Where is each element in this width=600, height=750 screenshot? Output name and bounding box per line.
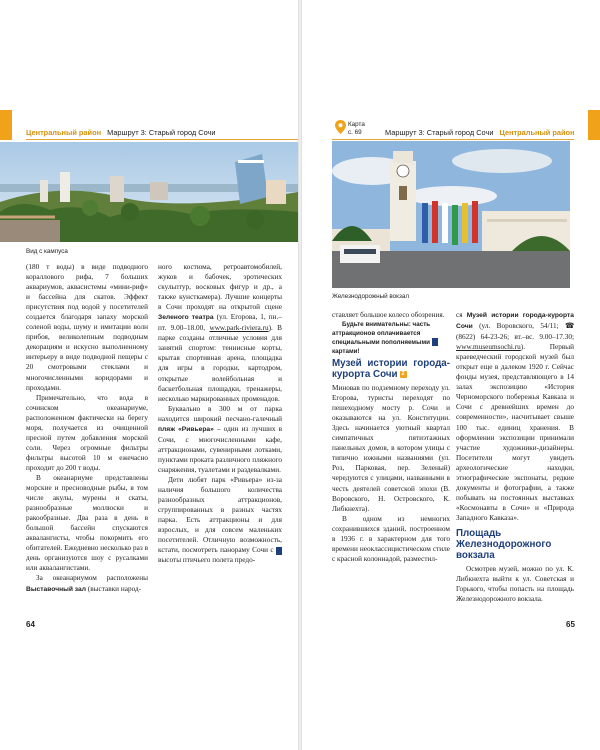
left-page-number: 64: [26, 620, 35, 629]
right-header-district: Центральный район: [499, 128, 575, 137]
text: – один из лучших в Сочи, с многочисленными кафе, аттракционами, сувенирными лотками, пунктами проката различного пляжного снаряжения, туалетами и раздевалками.: [158, 424, 282, 474]
attention-note: [332, 320, 450, 356]
text: ся: [456, 311, 467, 319]
right-page-number: 65: [566, 620, 575, 629]
right-header-rule: [332, 139, 574, 140]
museum-website-link[interactable]: www.museumsochi.ru: [456, 343, 521, 352]
right-color-tab: [588, 110, 600, 140]
museum-heading: [332, 358, 450, 380]
text: За океанариумом расположены: [36, 574, 148, 583]
text: высоты птичьего полета предо-: [158, 556, 256, 565]
left-photo-caption: Вид с кампуса: [26, 248, 68, 255]
right-header-route: Маршрут 3: Старый город Сочи: [385, 128, 494, 137]
text: (ул. Воровского, 54/11;: [472, 322, 565, 331]
warning-icon: !: [432, 338, 438, 346]
text: (ул. Егорова, 1, пн.–пт. 9.00–18.00,: [158, 313, 282, 333]
left-header-route: Маршрут 3: Старый город Сочи: [107, 128, 216, 137]
map-marker-badge: 2: [401, 370, 405, 377]
text: ). В парке созданы отличные условия для занятий спортом: теннисные корты, крытая спортивная арена, площадка для игры в городки, картодром, открытые волейбольная и баскетбольная площадки, тренажеры, несколько маркированных променадов.: [158, 324, 282, 403]
paragraph: В океанариуме представлены морские и пресноводные рыбы, в том числе акулы, мурены и скаты, разнообразные моллюски и ракообразные. Два раза в день в большой бассейн спускаются аквалангисты, чтобы покормить его обитателей. Ежедневно несколько раз в день организуются шоу с русалками или аквалангистами.: [26, 473, 148, 573]
text: (8622) 64-23-26; вт.–вс. 9.00–17.30;: [456, 333, 574, 342]
railway-station-photo: [332, 141, 570, 288]
text: Будьте внимательны: часть аттракционов оплачивается специальными пополняемыми: [332, 321, 432, 347]
paragraph: ставляет большое колесо обозрения.: [332, 311, 445, 319]
text: Буквально в 300 м от парка находится широкий песчано-галечный: [158, 404, 282, 423]
map-pin-icon: [335, 120, 346, 134]
museum-name: Музей истории города-курорта Сочи: [456, 312, 574, 331]
phone-icon: ☎: [564, 322, 574, 331]
text: картами!: [332, 348, 360, 356]
text: ). Первый краеведческий городской музей был открыт еще в далеком 1920 г. Сейчас фонды музея, представляющего в 14 залах экспозицию «История Черноморского побережья Кавказа и Сочи с древнейших времен до современности», насчитывает свыше 100 тыс. единиц хранения. В оформлении экспозиции принимали участие художники-дизайнеры. Посетители могут увидеть археологические находки, этнографические экспонаты, редкие документы и фотографии, а также побывать на постоянных выставках «Космонавты в Сочи» и «Природа Западного Кавказа».: [456, 343, 574, 522]
right-running-header: [385, 128, 575, 137]
text: ного костюма, ретроавтомобилей, жуков и бабочек, эротических скульптур, восковых фигур и др., а также кунсткамера). Лучшие концерты в Сочи проходят на открытой сцене: [158, 263, 282, 312]
paragraph: В одном из немногих сохранившихся зданий, построенном в 1936 г. в характерном для того времени неоклассицистическом стиле с красной колоннадой, разместил-: [332, 514, 450, 563]
map-reference: [348, 121, 365, 137]
warning-icon: !: [276, 547, 282, 555]
text: (выставки народ-: [86, 584, 142, 593]
map-label: Карта: [348, 121, 365, 128]
left-header-district: Центральный район: [26, 128, 102, 137]
paragraph: Примечательно, что вода в сочинском океанариуме, расположенном фактически на берегу моря, получается из очищенной пресной путем добавления морской соли. Через огромные фильтры фильтры высотой 10 м ежечасно проходит до 200 т воды.: [26, 393, 148, 472]
paragraph: (180 т воды) в виде подводного кораллового рифа, 7 больших аквариумов, аквасистемы «мини-риф» и бассейна для скатов. Эффект присутствия под водой у посетителей создается благодаря запаху морской соленой воды, шуму и имитации волн прибоя, великолепным подводным декорациям и искусно выполненному интерьеру в виде подводной пещеры с 20 смотровыми стеклами и многочисленными коридорами и проходами.: [26, 263, 148, 392]
riviera-beach-name: пляж «Ривьера»: [158, 425, 214, 433]
park-riviera-link[interactable]: www.park-riviera.ru: [209, 324, 269, 333]
map-page-ref[interactable]: с. 69: [348, 129, 362, 136]
text: Дети любят парк «Ривьера» из-за наличия большого количества разнообразных аттракционов, сгруппированных в разных частях парка. Есть аттракционы и для взрослых, и для совсем маленьких посетителей. Отличную возможность, кстати, посмотреть панораму Сочи с: [158, 475, 282, 555]
right-text-column-1: [332, 310, 450, 564]
exhibition-hall-name: Выставочный зал: [26, 585, 87, 593]
heading-text: Музей истории города-курорта Сочи: [332, 358, 450, 381]
right-photo-caption: Железнодорожный вокзал: [332, 293, 410, 300]
right-text-column-2: [456, 310, 574, 604]
station-illustration: [332, 141, 570, 288]
station-square-heading: Площадь Железнодорожного вокзала: [456, 527, 552, 561]
paragraph: [456, 310, 574, 523]
green-theatre-name: Зеленого театра: [158, 314, 214, 322]
paragraph: Осмотрев музей, можно по ул. К. Либкнехта выйти к ул. Советская и Горького, чтобы попасть на площадь Железнодорожного вокзала.: [456, 564, 574, 604]
paragraph: Миновав по подземному переходу ул. Егорова, туристы переходят по пешеходному мосту р. Сочи и оказываются на ул. Конституции. Здесь начинается уютный квартал симпатичных пятиэтажных панельных домов, в котором улицы с типично южными названиями (ул. Роз, Парковая, пер. Зеленый) чередуются с улицами, названными в честь деятелей советской эпохи (В. Воровского, Н. Островского, К. Либкнехта).: [332, 384, 450, 513]
